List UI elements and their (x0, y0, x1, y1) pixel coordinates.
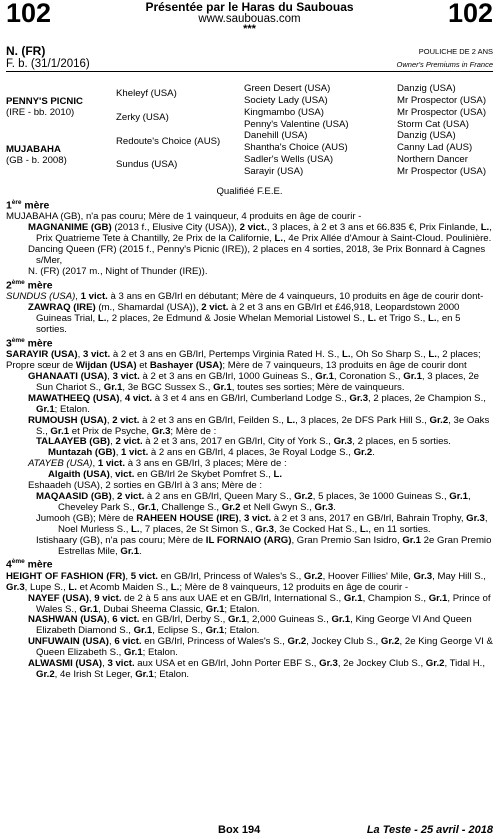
pedigree-g2: Green Desert (USA) (244, 83, 331, 94)
pedigree-g2: Penny's Valentine (USA) (244, 119, 349, 130)
paragraph: ATAYEB (USA), 1 vict. à 3 ans en GB/Irl, 3 places; Mère de : (28, 458, 287, 470)
pedigree-sire: PENNY'S PICNIC (6, 96, 83, 107)
sale-info: La Teste - 25 avril - 2018 (366, 824, 493, 836)
consignor-website: www.saubouas.com (198, 13, 301, 25)
paragraph: MUJABAHA (GB), n'a pas couru; Mère de 1 vainqueur, 4 produits en âge de courir - (6, 211, 362, 223)
paragraph: UNFUWAIN (USA), 6 vict. en GB/Irl, Princess of Wales's S., Gr.2, Jockey Club S., Gr.2, 2e King George VI & Queen Elizabeth S., Gr.1; Etalon. (28, 636, 493, 659)
paragraph: RUMOUSH (USA), 2 vict. à 2 et 3 ans en GB/Irl, Feilden S., L., 3 places, 2e DFS Park Hill S., Gr.2, 3e Oaks S., Gr.1 et Prix de Psyche, Gr.3; Mère de : (28, 414, 490, 437)
pedigree-g3: Mr Prospector (USA) (397, 95, 487, 106)
header-divider (6, 71, 493, 72)
pedigree-g2: Sarayir (USA) (244, 166, 304, 177)
pedigree-g3: Canny Lad (AUS) (397, 142, 473, 153)
heading-fourth-dam: 4ème mère (6, 558, 53, 571)
pedigree-g1: Kheleyf (USA) (116, 88, 177, 99)
lot-number-right: 102 (447, 0, 493, 28)
horse-name: N. (FR) (6, 44, 46, 58)
paragraph: Jumooh (GB); Mère de RAHEEN HOUSE (IRE), 3 vict. à 2 et 3 ans, 2017 en GB/Irl, Bahrain Trophy, Gr.3, Noel Murless S., L., 7 places, 2e St Simon S., Gr.3, 3e Cocked Hat S., L., en 11 sorties. (36, 512, 488, 535)
pedigree-g1: Zerky (USA) (116, 112, 169, 123)
consignor-block (76, 1, 423, 34)
pedigree-g1: Redoute's Choice (AUS) (116, 136, 221, 147)
pedigree-g3: Danzig (USA) (397, 83, 456, 94)
pedigree-g3: Mr Prospector (USA) (397, 107, 487, 118)
paragraph: MAGNANIME (GB) (2013 f., Elusive City (USA)), 2 vict., 3 places, à 2 et 3 ans et 66.835 €, Prix Finlande, L., Prix Quatrieme Tete à Chantilly, 2e Prix de la Californie, L., 4e Prix Allée d'Amour à Saint-Cloud. Poulinière. (28, 222, 492, 245)
page-header (6, 0, 493, 44)
pedigree-sire-info: (IRE - bb. 2010) (6, 107, 75, 118)
paragraph: N. (FR) (2017 m., Night of Thunder (IRE)). (28, 265, 208, 277)
paragraph: NAYEF (USA), 9 vict. de 2 à 5 ans aux UAE et en GB/Irl, International S., Gr.1, Champion S., Gr.1, Prince of Wales S., Gr.1, Dubai Sheema Classic, Gr.1; Etalon. (28, 592, 491, 615)
pedigree-g3: Danzig (USA) (397, 130, 456, 141)
paragraph: TALAAYEB (GB), 2 vict. à 2 et 3 ans, 2017 en GB/Irl, City of York S., Gr.3, 2 places, en 5 sorties. (36, 436, 451, 448)
horse-colour-dob: F. b. (31/1/2016) (6, 58, 90, 70)
pedigree-g3: Storm Cat (USA) (397, 119, 469, 130)
box-number: Box 194 (218, 824, 261, 836)
paragraph: Istishaary (GB), n'a pas couru; Mère de IL FORNAIO (ARG), Gran Premio San Isidro, Gr.1 2e Gran Premio Estrellas Mile, Gr.1. (36, 534, 492, 557)
paragraph: MAWATHEEQ (USA), 4 vict. à 3 et 4 ans en GB/Irl, Cumberland Lodge S., Gr.3, 2 places, 2e Champion S., Gr.1; Etalon. (28, 392, 486, 415)
paragraph: NASHWAN (USA), 6 vict. en GB/Irl, Derby S., Gr.1, 2,000 Guineas S., Gr.1, King George VI And Queen Elizabeth Diamond S., Gr.1, Eclipse S., Gr.1; Etalon. (28, 614, 472, 637)
pedigree-dam: MUJABAHA (6, 144, 61, 155)
paragraph: Algaith (USA), vict. en GB/Irl 2e Skybet Pomfret S., L. (48, 469, 283, 481)
paragraph: SUNDUS (USA), 1 vict. à 3 ans en GB/Irl en débutant; Mère de 4 vainqueurs, 10 produits en âge de courir dont- (6, 291, 484, 303)
header-stars: *** (243, 23, 256, 35)
paragraph: HEIGHT OF FASHION (FR), 5 vict. en GB/Irl, Princess of Wales's S., Gr.2, Hoover Fillies' Mile, Gr.3, May Hill S., Gr.3, Lupe S., L. et Acomb Maiden S., L.; Mère de 8 vainqueurs, 12 produits en âge de courir - (6, 570, 486, 593)
lot-number-left: 102 (6, 0, 52, 28)
heading-second-dam: 2ème mère (6, 278, 53, 292)
pedigree-g2: Kingmambo (USA) (244, 107, 324, 118)
horse-sex-age: POULICHE DE 2 ANS (418, 47, 493, 56)
pedigree-g2: Shantha's Choice (AUS) (244, 142, 348, 153)
page-footer (0, 824, 499, 838)
owners-premium: Owner's Premiums in France (396, 60, 493, 69)
heading-third-dam: 3ème mère (6, 336, 53, 350)
heading-first-dam: 1ère mère (6, 199, 50, 212)
pedigree-g2: Danehill (USA) (244, 130, 308, 141)
pedigree-g1: Sundus (USA) (116, 159, 178, 170)
qualification-note: Qualifiéé F.E.E. (216, 186, 283, 197)
pedigree-g2: Society Lady (USA) (244, 95, 328, 106)
pedigree-g2: Sadler's Wells (USA) (244, 154, 334, 165)
family-section (6, 198, 494, 681)
consignor-title: Présentée par le Haras du Saubouas (145, 0, 354, 14)
paragraph: GHANAATI (USA), 3 vict. à 2 et 3 ans en GB/Irl, 1000 Guineas S., Gr.1, Coronation S., Gr.1, 3 places, 2e Sun Chariot S., Gr.1, 3e BGC Sussex S., Gr.1, toutes ses sorties; Mère de vainqueurs. (28, 371, 479, 393)
paragraph: ALWASMI (USA), 3 vict. aux USA et en GB/Irl, John Porter EBF S., Gr.3, 2e Jockey Club S., Gr.2, Tidal H., Gr.2, 4e Irish St Leger, Gr.1; Etalon. (28, 658, 485, 680)
paragraph: Dancing Queen (FR) (2015 f., Penny's Picnic (IRE)), 2 places en 4 sorties, 2018, 3e Prix Bonnard à Cagnes s/Mer, (28, 244, 486, 266)
pedigree-g3: Northern Dancer (397, 154, 468, 165)
paragraph: MAQAASID (GB), 2 vict. à 2 ans en GB/Irl, Queen Mary S., Gr.2, 5 places, 3e 1000 Guineas S., Gr.1, Cheveley Park S., Gr.1, Challenge S., Gr.2 et Nell Gwyn S., Gr.3. (36, 490, 471, 513)
pedigree-dam-info: (GB - b. 2008) (6, 155, 67, 166)
paragraph: Muntazah (GB), 1 vict. à 2 ans en GB/Irl, 4 places, 3e Royal Lodge S., Gr.2. (48, 447, 375, 459)
paragraph: SARAYIR (USA), 3 vict. à 2 et 3 ans en GB/Irl, Pertemps Virginia Rated H. S., L., Oh So Sharp S., L., 2 places; Propre sœur de Wijdan (USA) et Bashayer (USA); Mère de 7 vainqueurs, 13 produits en âge de courir dont (6, 349, 481, 372)
paragraph: ZAWRAQ (IRE) (m., Shamardal (USA)), 2 vict. à 2 et 3 ans en GB/Irl et £46,918, Leopardstown 2000 Guineas Trial, L., 2 places, 2e Edmund & Josie Whelan Memorial Listowel S., L. et Trigo S., L., en 5 sorties. (28, 302, 461, 335)
pedigree-g3: Mr Prospector (USA) (397, 166, 487, 177)
paragraph: Eshaadeh (USA), 2 sorties en GB/Irl à 3 ans; Mère de : (28, 480, 263, 492)
